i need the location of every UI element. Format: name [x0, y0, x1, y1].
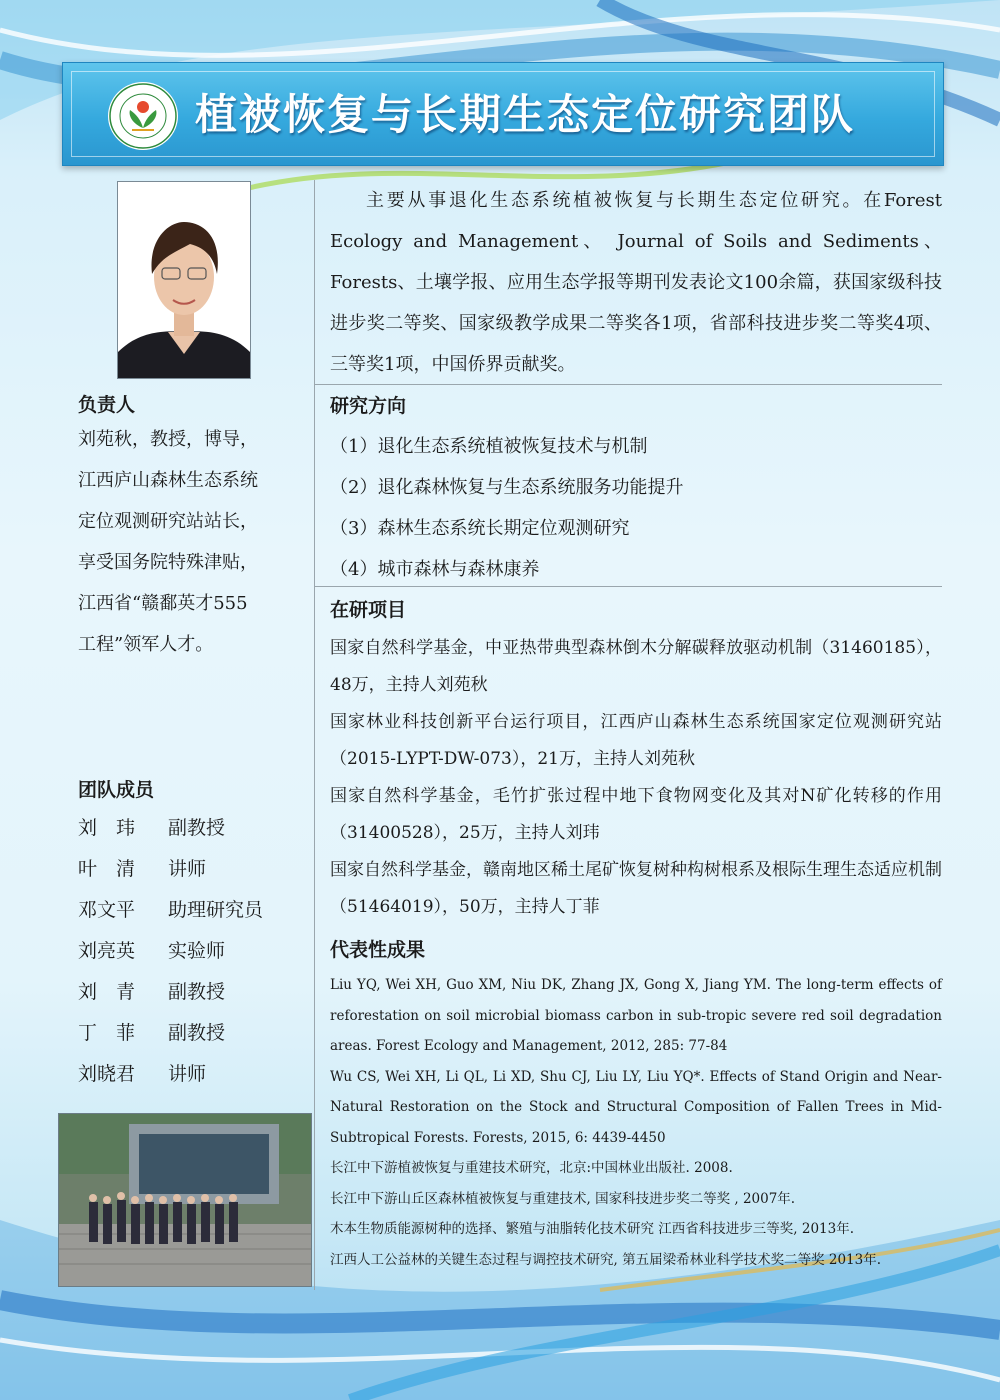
project-item: 国家林业科技创新平台运行项目，江西庐山森林生态系统国家定位观测研究站（2015-LYPT-DW-073），21万，主持人刘苑秋	[330, 712, 942, 769]
achievement-item: 长江中下游山丘区森林植被恢复与重建技术, 国家科技进步奖二等奖 , 2007年.	[330, 1190, 796, 1207]
intro-paragraph: 主要从事退化生态系统植被恢复与长期生态定位研究。在Forest Ecology and Management、 Journal of Soils and Sediments、Forests、土壤学报、应用生态学报等期刊发表论文100余篇，获国家级科技进步奖二等奖、国家级教学成果二等奖各1项，省部科技进步奖二等奖4项、三等奖1项，中国侨界贡献奖。	[330, 190, 942, 375]
leader-bio-line: 享受国务院特殊津贴，	[78, 552, 258, 573]
member-role: 讲师	[168, 1063, 207, 1085]
achievements-heading: 代表性成果	[330, 939, 426, 961]
direction-item: （3）森林生态系统长期定位观测研究	[330, 518, 630, 539]
achievement-item: 木本生物质能源树种的选择、繁殖与油脂转化技术研究 江西省科技进步三等奖, 2013年.	[330, 1221, 855, 1237]
achievement-item: 长江中下游植被恢复与重建技术研究，北京:中国林业出版社. 2008.	[330, 1160, 733, 1176]
member-name: 刘 玮	[78, 817, 136, 839]
direction-item: （4）城市森林与森林康养	[330, 559, 540, 580]
member-row	[78, 808, 263, 849]
member-name: 刘亮英	[78, 940, 136, 962]
member-row	[78, 972, 263, 1013]
leader-heading: 负责人	[78, 394, 136, 416]
project-item: 国家自然科学基金，赣南地区稀土尾矿恢复树种构树根系及根际生理生态适应机制（51464019），50万，主持人丁菲	[330, 860, 942, 917]
member-role: 实验师	[168, 940, 226, 962]
direction-item: （1）退化生态系统植被恢复技术与机制	[330, 436, 648, 457]
member-role: 助理研究员	[168, 899, 264, 921]
achievement-item: Liu YQ, Wei XH, Guo XM, Niu DK, Zhang JX, Gong X, Jiang YM. The long-term effects of reforestation on soil microbial biomass carbon in sub-tropic severe red soil degradation areas. Forest Ecology and Management, 2012, 285: 77-84	[330, 977, 942, 1054]
leader-portrait	[117, 181, 251, 379]
member-row	[78, 849, 263, 890]
leader-bio-line: 刘苑秋，教授，博导，	[78, 429, 258, 450]
member-name: 刘 青	[78, 981, 136, 1003]
page-title: 植被恢复与长期生态定位研究团队	[195, 90, 856, 139]
representative-achievements	[330, 930, 942, 1275]
university-logo	[106, 80, 180, 152]
team-intro	[330, 180, 942, 385]
member-name: 叶 清	[78, 858, 136, 880]
member-row	[78, 1013, 263, 1054]
achievement-item: 江西人工公益林的关键生态过程与调控技术研究, 第五届梁希林业科学技术奖二等奖 2013年.	[330, 1251, 882, 1268]
achievement-item: Wu CS, Wei XH, Li QL, Li XD, Shu CJ, Liu LY, Liu YQ*. Effects of Stand Origin and Near-Natural Restoration on the Stock and Structural Composition of Fallen Trees in Mid-Subtropical Forests. Forests, 2015, 6: 4439-4450	[330, 1068, 942, 1146]
member-name: 邓文平	[78, 899, 136, 921]
direction-item: （2）退化森林恢复与生态系统服务功能提升	[330, 477, 684, 498]
member-role: 副教授	[168, 1022, 226, 1044]
member-name: 刘晓君	[78, 1063, 136, 1085]
leader-bio-line: 江西省“赣鄱英才555	[78, 593, 248, 614]
leader-bio-line: 定位观测研究站站长，	[78, 511, 258, 532]
member-row	[78, 890, 263, 931]
member-row	[78, 931, 263, 972]
directions-heading: 研究方向	[330, 395, 407, 417]
member-role: 副教授	[168, 981, 226, 1003]
members-heading: 团队成员	[78, 779, 155, 801]
projects-heading: 在研项目	[330, 599, 407, 621]
team-members	[78, 775, 263, 1095]
leader-section	[78, 390, 300, 665]
member-role: 副教授	[168, 817, 226, 839]
member-role: 讲师	[168, 858, 207, 880]
project-item: 国家自然科学基金，中亚热带典型森林倒木分解碳释放驱动机制（31460185），48万，主持人刘苑秋	[330, 638, 942, 695]
member-row	[78, 1054, 263, 1095]
ongoing-projects	[330, 590, 942, 926]
member-name: 丁 菲	[78, 1022, 136, 1044]
research-directions	[330, 386, 942, 590]
leader-bio	[78, 419, 300, 665]
team-group-photo	[58, 1113, 312, 1287]
leader-bio-line: 江西庐山森林生态系统	[78, 470, 258, 491]
leader-bio-line: 工程”领军人才。	[78, 634, 214, 655]
column-divider	[314, 180, 315, 1290]
project-item: 国家自然科学基金，毛竹扩张过程中地下食物网变化及其对N矿化转移的作用（31400528），25万，主持人刘玮	[330, 786, 942, 843]
